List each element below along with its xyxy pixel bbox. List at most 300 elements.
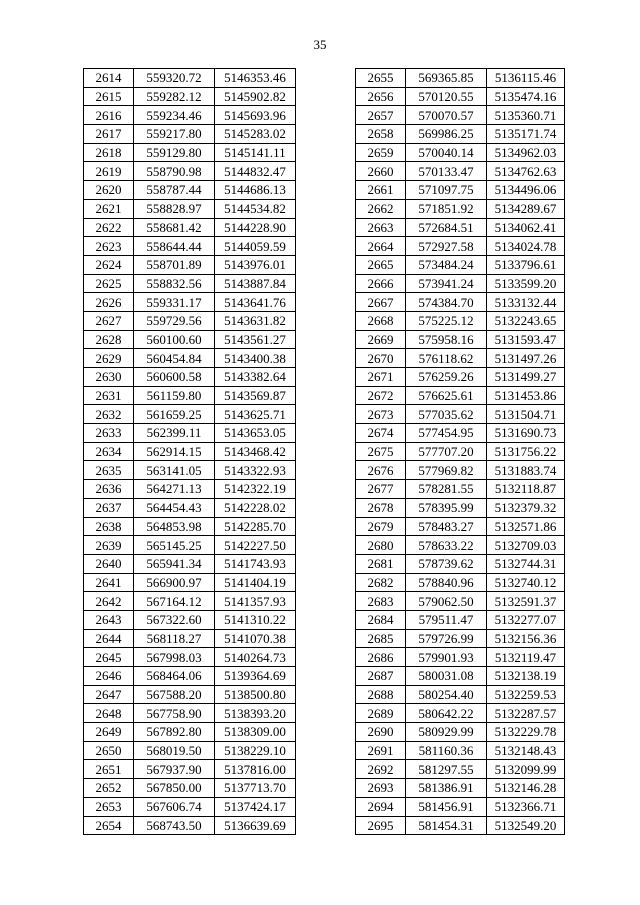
point-number-cell: 2653 bbox=[84, 797, 134, 816]
table-row bbox=[356, 760, 565, 779]
point-number-cell: 2693 bbox=[356, 779, 406, 798]
y-coordinate-cell: 5144832.47 bbox=[215, 162, 296, 181]
x-coordinate-cell: 560454.84 bbox=[134, 349, 215, 368]
x-coordinate-cell: 558644.44 bbox=[134, 237, 215, 256]
y-coordinate-cell: 5143400.38 bbox=[215, 349, 296, 368]
y-coordinate-cell: 5138393.20 bbox=[215, 704, 296, 723]
x-coordinate-cell: 569986.25 bbox=[406, 125, 487, 144]
y-coordinate-cell: 5132138.19 bbox=[487, 667, 565, 686]
table-row bbox=[356, 480, 565, 499]
point-number-cell: 2645 bbox=[84, 648, 134, 667]
table-row bbox=[84, 405, 296, 424]
y-coordinate-cell: 5143468.42 bbox=[215, 442, 296, 461]
y-coordinate-cell: 5132571.86 bbox=[487, 517, 565, 536]
table-row bbox=[356, 498, 565, 517]
x-coordinate-cell: 559729.56 bbox=[134, 311, 215, 330]
point-number-cell: 2646 bbox=[84, 667, 134, 686]
table-row bbox=[356, 349, 565, 368]
table-row bbox=[84, 218, 296, 237]
y-coordinate-cell: 5138500.80 bbox=[215, 685, 296, 704]
point-number-cell: 2628 bbox=[84, 330, 134, 349]
x-coordinate-cell: 567998.03 bbox=[134, 648, 215, 667]
table-row bbox=[84, 293, 296, 312]
y-coordinate-cell: 5137816.00 bbox=[215, 760, 296, 779]
point-number-cell: 2655 bbox=[356, 69, 406, 88]
point-number-cell: 2627 bbox=[84, 311, 134, 330]
table-row bbox=[84, 349, 296, 368]
x-coordinate-cell: 570070.57 bbox=[406, 106, 487, 125]
y-coordinate-cell: 5132146.28 bbox=[487, 779, 565, 798]
x-coordinate-cell: 580254.40 bbox=[406, 685, 487, 704]
point-number-cell: 2651 bbox=[84, 760, 134, 779]
coordinates-table-right bbox=[355, 68, 565, 835]
table-row bbox=[84, 386, 296, 405]
x-coordinate-cell: 578633.22 bbox=[406, 536, 487, 555]
table-row bbox=[84, 330, 296, 349]
table-row bbox=[356, 629, 565, 648]
table-row bbox=[356, 162, 565, 181]
x-coordinate-cell: 577035.62 bbox=[406, 405, 487, 424]
point-number-cell: 2615 bbox=[84, 87, 134, 106]
coordinates-table-left bbox=[83, 68, 296, 835]
point-number-cell: 2616 bbox=[84, 106, 134, 125]
x-coordinate-cell: 559282.12 bbox=[134, 87, 215, 106]
table-row bbox=[356, 667, 565, 686]
table-row bbox=[84, 629, 296, 648]
x-coordinate-cell: 564454.43 bbox=[134, 498, 215, 517]
table-row bbox=[356, 255, 565, 274]
x-coordinate-cell: 581386.91 bbox=[406, 779, 487, 798]
point-number-cell: 2643 bbox=[84, 610, 134, 629]
x-coordinate-cell: 568019.50 bbox=[134, 741, 215, 760]
x-coordinate-cell: 577707.20 bbox=[406, 442, 487, 461]
table-row bbox=[356, 143, 565, 162]
table-row bbox=[356, 181, 565, 200]
x-coordinate-cell: 579062.50 bbox=[406, 592, 487, 611]
table-row bbox=[84, 311, 296, 330]
x-coordinate-cell: 581297.55 bbox=[406, 760, 487, 779]
y-coordinate-cell: 5133796.61 bbox=[487, 255, 565, 274]
x-coordinate-cell: 565145.25 bbox=[134, 536, 215, 555]
x-coordinate-cell: 558790.98 bbox=[134, 162, 215, 181]
point-number-cell: 2630 bbox=[84, 368, 134, 387]
y-coordinate-cell: 5132287.57 bbox=[487, 704, 565, 723]
point-number-cell: 2676 bbox=[356, 461, 406, 480]
y-coordinate-cell: 5143976.01 bbox=[215, 255, 296, 274]
y-coordinate-cell: 5144686.13 bbox=[215, 181, 296, 200]
point-number-cell: 2638 bbox=[84, 517, 134, 536]
point-number-cell: 2641 bbox=[84, 573, 134, 592]
point-number-cell: 2672 bbox=[356, 386, 406, 405]
y-coordinate-cell: 5143653.05 bbox=[215, 424, 296, 443]
y-coordinate-cell: 5134062.41 bbox=[487, 218, 565, 237]
table-row bbox=[84, 274, 296, 293]
x-coordinate-cell: 567606.74 bbox=[134, 797, 215, 816]
y-coordinate-cell: 5132099.99 bbox=[487, 760, 565, 779]
point-number-cell: 2669 bbox=[356, 330, 406, 349]
y-coordinate-cell: 5134496.06 bbox=[487, 181, 565, 200]
y-coordinate-cell: 5143322.93 bbox=[215, 461, 296, 480]
point-number-cell: 2683 bbox=[356, 592, 406, 611]
x-coordinate-cell: 559234.46 bbox=[134, 106, 215, 125]
y-coordinate-cell: 5135474.16 bbox=[487, 87, 565, 106]
point-number-cell: 2666 bbox=[356, 274, 406, 293]
x-coordinate-cell: 579511.47 bbox=[406, 610, 487, 629]
point-number-cell: 2662 bbox=[356, 199, 406, 218]
y-coordinate-cell: 5138229.10 bbox=[215, 741, 296, 760]
y-coordinate-cell: 5131499.27 bbox=[487, 368, 565, 387]
point-number-cell: 2652 bbox=[84, 779, 134, 798]
y-coordinate-cell: 5142227.50 bbox=[215, 536, 296, 555]
point-number-cell: 2667 bbox=[356, 293, 406, 312]
x-coordinate-cell: 567892.80 bbox=[134, 723, 215, 742]
table-row bbox=[356, 704, 565, 723]
table-row bbox=[84, 461, 296, 480]
table-row bbox=[84, 797, 296, 816]
x-coordinate-cell: 576259.26 bbox=[406, 368, 487, 387]
point-number-cell: 2626 bbox=[84, 293, 134, 312]
table-row bbox=[356, 573, 565, 592]
point-number-cell: 2639 bbox=[84, 536, 134, 555]
y-coordinate-cell: 5133132.44 bbox=[487, 293, 565, 312]
point-number-cell: 2633 bbox=[84, 424, 134, 443]
y-coordinate-cell: 5132119.47 bbox=[487, 648, 565, 667]
y-coordinate-cell: 5145902.82 bbox=[215, 87, 296, 106]
y-coordinate-cell: 5143887.84 bbox=[215, 274, 296, 293]
table-row bbox=[356, 779, 565, 798]
point-number-cell: 2668 bbox=[356, 311, 406, 330]
y-coordinate-cell: 5142322.19 bbox=[215, 480, 296, 499]
table-row bbox=[84, 685, 296, 704]
table-row bbox=[84, 648, 296, 667]
y-coordinate-cell: 5132379.32 bbox=[487, 498, 565, 517]
y-coordinate-cell: 5132156.36 bbox=[487, 629, 565, 648]
x-coordinate-cell: 571851.92 bbox=[406, 199, 487, 218]
y-coordinate-cell: 5134762.63 bbox=[487, 162, 565, 181]
point-number-cell: 2679 bbox=[356, 517, 406, 536]
table-row bbox=[356, 536, 565, 555]
x-coordinate-cell: 572927.58 bbox=[406, 237, 487, 256]
x-coordinate-cell: 561659.25 bbox=[134, 405, 215, 424]
table-row bbox=[356, 69, 565, 88]
table-row bbox=[356, 461, 565, 480]
page-number: 35 bbox=[313, 37, 327, 52]
y-coordinate-cell: 5145283.02 bbox=[215, 125, 296, 144]
point-number-cell: 2660 bbox=[356, 162, 406, 181]
table-row bbox=[356, 311, 565, 330]
table-row bbox=[84, 69, 296, 88]
y-coordinate-cell: 5131504.71 bbox=[487, 405, 565, 424]
table-row bbox=[356, 685, 565, 704]
point-number-cell: 2673 bbox=[356, 405, 406, 424]
point-number-cell: 2620 bbox=[84, 181, 134, 200]
x-coordinate-cell: 564853.98 bbox=[134, 517, 215, 536]
y-coordinate-cell: 5132243.65 bbox=[487, 311, 565, 330]
point-number-cell: 2687 bbox=[356, 667, 406, 686]
point-number-cell: 2618 bbox=[84, 143, 134, 162]
x-coordinate-cell: 570120.55 bbox=[406, 87, 487, 106]
y-coordinate-cell: 5136115.46 bbox=[487, 69, 565, 88]
y-coordinate-cell: 5142228.02 bbox=[215, 498, 296, 517]
point-number-cell: 2625 bbox=[84, 274, 134, 293]
table-row bbox=[84, 667, 296, 686]
y-coordinate-cell: 5144059.59 bbox=[215, 237, 296, 256]
table-row bbox=[356, 237, 565, 256]
point-number-cell: 2695 bbox=[356, 816, 406, 835]
table-row bbox=[84, 573, 296, 592]
y-coordinate-cell: 5134289.67 bbox=[487, 199, 565, 218]
y-coordinate-cell: 5132148.43 bbox=[487, 741, 565, 760]
table-row bbox=[84, 480, 296, 499]
point-number-cell: 2622 bbox=[84, 218, 134, 237]
point-number-cell: 2677 bbox=[356, 480, 406, 499]
point-number-cell: 2689 bbox=[356, 704, 406, 723]
x-coordinate-cell: 577454.95 bbox=[406, 424, 487, 443]
point-number-cell: 2614 bbox=[84, 69, 134, 88]
y-coordinate-cell: 5134962.03 bbox=[487, 143, 565, 162]
y-coordinate-cell: 5131690.73 bbox=[487, 424, 565, 443]
point-number-cell: 2675 bbox=[356, 442, 406, 461]
point-number-cell: 2678 bbox=[356, 498, 406, 517]
point-number-cell: 2629 bbox=[84, 349, 134, 368]
point-number-cell: 2650 bbox=[84, 741, 134, 760]
y-coordinate-cell: 5132366.71 bbox=[487, 797, 565, 816]
table-row bbox=[84, 760, 296, 779]
point-number-cell: 2674 bbox=[356, 424, 406, 443]
table-row bbox=[84, 517, 296, 536]
y-coordinate-cell: 5131883.74 bbox=[487, 461, 565, 480]
y-coordinate-cell: 5132549.20 bbox=[487, 816, 565, 835]
y-coordinate-cell: 5131497.26 bbox=[487, 349, 565, 368]
x-coordinate-cell: 578840.96 bbox=[406, 573, 487, 592]
point-number-cell: 2648 bbox=[84, 704, 134, 723]
table-row bbox=[356, 517, 565, 536]
point-number-cell: 2690 bbox=[356, 723, 406, 742]
point-number-cell: 2649 bbox=[84, 723, 134, 742]
x-coordinate-cell: 568743.50 bbox=[134, 816, 215, 835]
x-coordinate-cell: 570040.14 bbox=[406, 143, 487, 162]
y-coordinate-cell: 5133599.20 bbox=[487, 274, 565, 293]
x-coordinate-cell: 568118.27 bbox=[134, 629, 215, 648]
point-number-cell: 2663 bbox=[356, 218, 406, 237]
y-coordinate-cell: 5140264.73 bbox=[215, 648, 296, 667]
point-number-cell: 2632 bbox=[84, 405, 134, 424]
y-coordinate-cell: 5144534.82 bbox=[215, 199, 296, 218]
point-number-cell: 2656 bbox=[356, 87, 406, 106]
y-coordinate-cell: 5132259.53 bbox=[487, 685, 565, 704]
y-coordinate-cell: 5143641.76 bbox=[215, 293, 296, 312]
y-coordinate-cell: 5132277.07 bbox=[487, 610, 565, 629]
x-coordinate-cell: 563141.05 bbox=[134, 461, 215, 480]
x-coordinate-cell: 558701.89 bbox=[134, 255, 215, 274]
table-row bbox=[356, 386, 565, 405]
table-row bbox=[356, 106, 565, 125]
x-coordinate-cell: 581456.91 bbox=[406, 797, 487, 816]
table-row bbox=[356, 218, 565, 237]
y-coordinate-cell: 5132740.12 bbox=[487, 573, 565, 592]
table-row bbox=[84, 181, 296, 200]
table-row bbox=[356, 723, 565, 742]
point-number-cell: 2670 bbox=[356, 349, 406, 368]
y-coordinate-cell: 5135360.71 bbox=[487, 106, 565, 125]
x-coordinate-cell: 573484.24 bbox=[406, 255, 487, 274]
x-coordinate-cell: 560100.60 bbox=[134, 330, 215, 349]
point-number-cell: 2686 bbox=[356, 648, 406, 667]
y-coordinate-cell: 5144228.90 bbox=[215, 218, 296, 237]
x-coordinate-cell: 567758.90 bbox=[134, 704, 215, 723]
table-row bbox=[84, 741, 296, 760]
point-number-cell: 2642 bbox=[84, 592, 134, 611]
x-coordinate-cell: 561159.80 bbox=[134, 386, 215, 405]
x-coordinate-cell: 579726.99 bbox=[406, 629, 487, 648]
x-coordinate-cell: 581454.31 bbox=[406, 816, 487, 835]
point-number-cell: 2617 bbox=[84, 125, 134, 144]
x-coordinate-cell: 573941.24 bbox=[406, 274, 487, 293]
x-coordinate-cell: 578281.55 bbox=[406, 480, 487, 499]
table-row bbox=[84, 592, 296, 611]
table-row bbox=[84, 255, 296, 274]
point-number-cell: 2685 bbox=[356, 629, 406, 648]
y-coordinate-cell: 5141070.38 bbox=[215, 629, 296, 648]
x-coordinate-cell: 566900.97 bbox=[134, 573, 215, 592]
table-row bbox=[356, 293, 565, 312]
y-coordinate-cell: 5141357.93 bbox=[215, 592, 296, 611]
x-coordinate-cell: 576625.61 bbox=[406, 386, 487, 405]
y-coordinate-cell: 5141743.93 bbox=[215, 554, 296, 573]
point-number-cell: 2658 bbox=[356, 125, 406, 144]
y-coordinate-cell: 5137713.70 bbox=[215, 779, 296, 798]
table-row bbox=[84, 779, 296, 798]
point-number-cell: 2665 bbox=[356, 255, 406, 274]
y-coordinate-cell: 5143382.64 bbox=[215, 368, 296, 387]
x-coordinate-cell: 567322.60 bbox=[134, 610, 215, 629]
y-coordinate-cell: 5131593.47 bbox=[487, 330, 565, 349]
x-coordinate-cell: 569365.85 bbox=[406, 69, 487, 88]
x-coordinate-cell: 577969.82 bbox=[406, 461, 487, 480]
point-number-cell: 2635 bbox=[84, 461, 134, 480]
table-row bbox=[84, 536, 296, 555]
table-row bbox=[84, 143, 296, 162]
table-row bbox=[356, 330, 565, 349]
table-row bbox=[84, 442, 296, 461]
x-coordinate-cell: 558787.44 bbox=[134, 181, 215, 200]
table-row bbox=[84, 424, 296, 443]
y-coordinate-cell: 5131453.86 bbox=[487, 386, 565, 405]
table-row bbox=[84, 162, 296, 181]
table-row bbox=[84, 554, 296, 573]
x-coordinate-cell: 567850.00 bbox=[134, 779, 215, 798]
y-coordinate-cell: 5137424.17 bbox=[215, 797, 296, 816]
point-number-cell: 2659 bbox=[356, 143, 406, 162]
x-coordinate-cell: 580642.22 bbox=[406, 704, 487, 723]
y-coordinate-cell: 5132118.87 bbox=[487, 480, 565, 499]
x-coordinate-cell: 579901.93 bbox=[406, 648, 487, 667]
table-row bbox=[356, 424, 565, 443]
x-coordinate-cell: 576118.62 bbox=[406, 349, 487, 368]
point-number-cell: 2647 bbox=[84, 685, 134, 704]
y-coordinate-cell: 5141404.19 bbox=[215, 573, 296, 592]
point-number-cell: 2634 bbox=[84, 442, 134, 461]
y-coordinate-cell: 5131756.22 bbox=[487, 442, 565, 461]
table-row bbox=[356, 741, 565, 760]
y-coordinate-cell: 5132744.31 bbox=[487, 554, 565, 573]
y-coordinate-cell: 5141310.22 bbox=[215, 610, 296, 629]
x-coordinate-cell: 559320.72 bbox=[134, 69, 215, 88]
point-number-cell: 2640 bbox=[84, 554, 134, 573]
x-coordinate-cell: 558832.56 bbox=[134, 274, 215, 293]
y-coordinate-cell: 5132591.37 bbox=[487, 592, 565, 611]
x-coordinate-cell: 565941.34 bbox=[134, 554, 215, 573]
point-number-cell: 2688 bbox=[356, 685, 406, 704]
table-row bbox=[356, 648, 565, 667]
x-coordinate-cell: 562399.11 bbox=[134, 424, 215, 443]
y-coordinate-cell: 5143631.82 bbox=[215, 311, 296, 330]
point-number-cell: 2636 bbox=[84, 480, 134, 499]
table-row bbox=[356, 368, 565, 387]
y-coordinate-cell: 5143625.71 bbox=[215, 405, 296, 424]
table-row bbox=[356, 274, 565, 293]
x-coordinate-cell: 559331.17 bbox=[134, 293, 215, 312]
x-coordinate-cell: 567937.90 bbox=[134, 760, 215, 779]
y-coordinate-cell: 5138309.00 bbox=[215, 723, 296, 742]
x-coordinate-cell: 578739.62 bbox=[406, 554, 487, 573]
y-coordinate-cell: 5132709.03 bbox=[487, 536, 565, 555]
y-coordinate-cell: 5136639.69 bbox=[215, 816, 296, 835]
x-coordinate-cell: 558681.42 bbox=[134, 218, 215, 237]
point-number-cell: 2631 bbox=[84, 386, 134, 405]
point-number-cell: 2619 bbox=[84, 162, 134, 181]
point-number-cell: 2691 bbox=[356, 741, 406, 760]
x-coordinate-cell: 559129.80 bbox=[134, 143, 215, 162]
point-number-cell: 2684 bbox=[356, 610, 406, 629]
x-coordinate-cell: 567164.12 bbox=[134, 592, 215, 611]
x-coordinate-cell: 574384.70 bbox=[406, 293, 487, 312]
table-row bbox=[84, 704, 296, 723]
point-number-cell: 2680 bbox=[356, 536, 406, 555]
table-row bbox=[356, 592, 565, 611]
y-coordinate-cell: 5145141.11 bbox=[215, 143, 296, 162]
table-row bbox=[356, 442, 565, 461]
table-row bbox=[84, 368, 296, 387]
x-coordinate-cell: 572684.51 bbox=[406, 218, 487, 237]
y-coordinate-cell: 5143569.87 bbox=[215, 386, 296, 405]
table-row bbox=[356, 87, 565, 106]
x-coordinate-cell: 570133.47 bbox=[406, 162, 487, 181]
y-coordinate-cell: 5146353.46 bbox=[215, 69, 296, 88]
table-row bbox=[356, 797, 565, 816]
table-row bbox=[356, 405, 565, 424]
y-coordinate-cell: 5142285.70 bbox=[215, 517, 296, 536]
point-number-cell: 2624 bbox=[84, 255, 134, 274]
point-number-cell: 2644 bbox=[84, 629, 134, 648]
x-coordinate-cell: 558828.97 bbox=[134, 199, 215, 218]
y-coordinate-cell: 5139364.69 bbox=[215, 667, 296, 686]
point-number-cell: 2681 bbox=[356, 554, 406, 573]
y-coordinate-cell: 5135171.74 bbox=[487, 125, 565, 144]
x-coordinate-cell: 560600.58 bbox=[134, 368, 215, 387]
y-coordinate-cell: 5145693.96 bbox=[215, 106, 296, 125]
point-number-cell: 2671 bbox=[356, 368, 406, 387]
x-coordinate-cell: 575225.12 bbox=[406, 311, 487, 330]
x-coordinate-cell: 564271.13 bbox=[134, 480, 215, 499]
x-coordinate-cell: 559217.80 bbox=[134, 125, 215, 144]
table-row bbox=[84, 125, 296, 144]
table-row bbox=[356, 554, 565, 573]
table-row bbox=[84, 237, 296, 256]
point-number-cell: 2657 bbox=[356, 106, 406, 125]
x-coordinate-cell: 568464.06 bbox=[134, 667, 215, 686]
x-coordinate-cell: 578395.99 bbox=[406, 498, 487, 517]
